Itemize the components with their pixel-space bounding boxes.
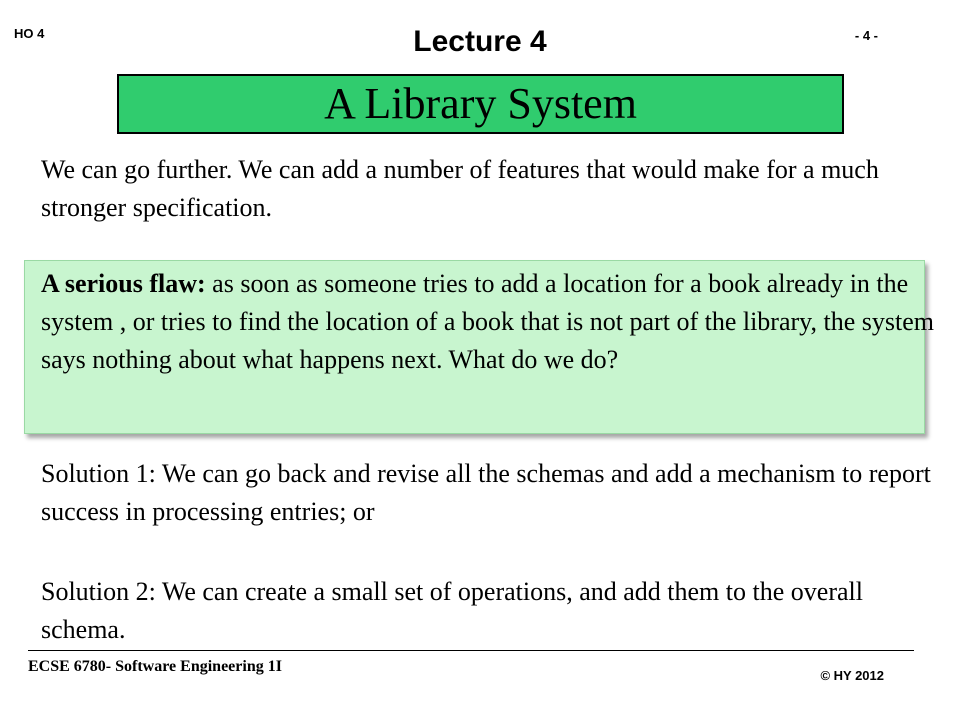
page-number: - 4 -: [854, 28, 878, 43]
course-label: ECSE 6780- Software Engineering 1I: [28, 658, 282, 675]
solution-2-paragraph: Solution 2: We can create a small set of operations, and add them to the overall schema.: [41, 577, 863, 644]
intro-paragraph: We can go further. We can add a number of features that would make for a much stronger specification.: [41, 155, 879, 222]
slide-title-box: [117, 74, 844, 134]
flaw-paragraph: [41, 265, 941, 379]
flaw-label: A serious flaw:: [41, 269, 206, 298]
lecture-title: Lecture 4: [413, 25, 547, 58]
copyright-label: © HY 2012: [820, 668, 884, 683]
footer-divider: [28, 650, 914, 651]
flaw-text: as soon as someone tries to add a location for a book already in the system , or tries to find the location of a book that is not part of the library, the system says nothing about what happens next. What do we do?: [41, 269, 934, 374]
slide-title: A Library System: [324, 79, 637, 128]
handout-label: HO 4: [14, 26, 45, 41]
solution-1-paragraph: Solution 1: We can go back and revise all the schemas and add a mechanism to report success in processing entries; or: [41, 459, 931, 526]
